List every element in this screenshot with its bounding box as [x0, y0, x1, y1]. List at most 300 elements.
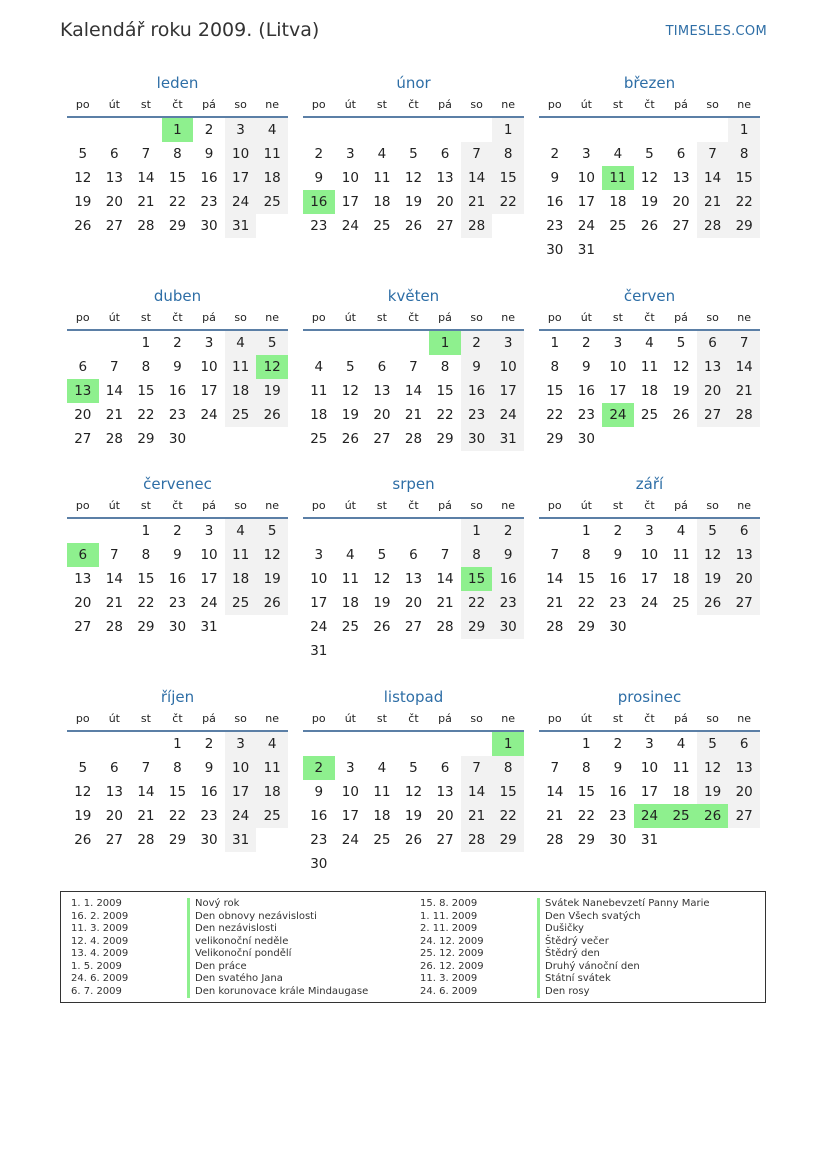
day-cell: 29 [546, 431, 564, 447]
weekday-label: út [108, 98, 120, 111]
day-cell: 31 [492, 427, 524, 451]
day-cell: 29 [436, 431, 454, 447]
legend-holiday-name: Státní svátek [537, 973, 710, 986]
day-cell: 28 [728, 403, 760, 427]
day-cell: 13 [728, 756, 760, 780]
day-cell: 29 [577, 832, 595, 848]
weekday-label: pá [438, 712, 452, 725]
day-cell: 1 [492, 732, 524, 756]
empty-cell [67, 331, 99, 355]
day-cell: 10 [341, 784, 359, 800]
day-cell: 7 [550, 547, 560, 563]
day-cell: 29 [728, 214, 760, 238]
day-cell: 30 [609, 832, 627, 848]
empty-cell [99, 732, 131, 756]
day-cell: 13 [436, 784, 454, 800]
day-cell: 18 [256, 166, 288, 190]
day-cell: 10 [577, 170, 595, 186]
day-cell: 25 [373, 832, 391, 848]
day-cell: 28 [461, 214, 493, 238]
day-cell: 26 [74, 218, 92, 234]
day-cell: 29 [492, 828, 524, 852]
empty-cell [571, 118, 603, 142]
day-cell: 25 [256, 804, 288, 828]
day-cell: 7 [440, 547, 450, 563]
holiday-legend [60, 891, 766, 1003]
weekday-header [303, 495, 524, 519]
weekday-label: po [547, 712, 562, 725]
weekday-label: čt [408, 311, 419, 324]
day-cell: 2 [461, 331, 493, 355]
day-cell: 12 [74, 784, 92, 800]
day-cell: 23 [310, 832, 328, 848]
day-grid [303, 519, 524, 663]
day-cell: 10 [640, 760, 659, 776]
day-cell: 19 [74, 808, 92, 824]
legend-date: 1. 11. 2009 [420, 910, 478, 922]
day-cell: 31 [225, 828, 257, 852]
day-cell: 30 [577, 431, 595, 447]
day-cell: 15 [168, 784, 187, 800]
day-cell: 22 [461, 591, 493, 615]
day-cell: 6 [728, 519, 760, 543]
empty-cell [429, 118, 461, 142]
legend-holiday-name: Svátek Nanebevzetí Panny Marie [537, 898, 710, 911]
day-cell: 7 [461, 756, 493, 780]
day-cell: 4 [676, 736, 686, 752]
month-name: únor [396, 74, 431, 92]
weekday-label: út [344, 712, 356, 725]
month-4 [67, 285, 288, 451]
month-name: listopad [383, 688, 444, 706]
empty-cell [665, 118, 697, 142]
legend-date: 24. 12. 2009 [420, 935, 484, 947]
day-cell: 15 [577, 784, 595, 800]
weekday-label: út [108, 499, 120, 512]
month-name: duben [153, 287, 202, 305]
day-cell: 16 [200, 784, 218, 800]
day-cell: 10 [341, 170, 359, 186]
weekday-header [67, 708, 288, 732]
month-name: březen [623, 74, 676, 92]
weekday-label: po [75, 311, 90, 324]
day-cell: 18 [310, 407, 328, 423]
day-cell: 11 [373, 170, 391, 186]
weekday-label: so [234, 98, 247, 111]
day-cell: 3 [314, 547, 324, 563]
day-cell: 21 [404, 407, 423, 423]
day-cell: 31 [310, 643, 328, 659]
day-cell: 16 [200, 170, 218, 186]
day-cell: 8 [440, 359, 450, 375]
day-cell: 15 [137, 571, 155, 587]
day-cell: 22 [546, 407, 564, 423]
day-cell: 25 [665, 804, 697, 828]
day-cell: 8 [173, 146, 182, 162]
weekday-label: pá [438, 499, 452, 512]
day-cell: 5 [697, 519, 729, 543]
day-cell: 26 [640, 218, 659, 234]
day-cell: 11 [602, 166, 634, 190]
day-cell: 18 [672, 571, 690, 587]
weekday-label: st [612, 499, 623, 512]
legend-holiday-name: Dušičky [537, 923, 710, 936]
weekday-label: st [376, 712, 387, 725]
day-cell: 5 [645, 146, 654, 162]
day-cell: 3 [204, 335, 214, 351]
day-cell: 30 [168, 619, 187, 635]
day-cell: 27 [672, 218, 690, 234]
legend-names-left [187, 898, 368, 998]
weekday-label: so [234, 311, 247, 324]
day-cell: 20 [74, 595, 92, 611]
day-cell: 11 [225, 355, 257, 379]
day-cell: 14 [461, 780, 493, 804]
day-cell: 9 [173, 359, 182, 375]
day-cell: 18 [225, 379, 257, 403]
day-cell: 31 [225, 214, 257, 238]
legend-date: 24. 6. 2009 [420, 985, 478, 997]
day-cell: 6 [728, 732, 760, 756]
day-cell: 11 [341, 571, 359, 587]
day-cell: 24 [225, 804, 257, 828]
day-cell: 5 [78, 146, 88, 162]
weekday-label: čt [644, 98, 655, 111]
day-cell: 3 [346, 146, 355, 162]
day-cell: 25 [640, 407, 659, 423]
day-cell: 17 [341, 194, 359, 210]
day-cell: 9 [314, 170, 324, 186]
day-cell: 28 [105, 431, 123, 447]
weekday-label: st [140, 98, 151, 111]
empty-cell [366, 732, 398, 756]
weekday-header [303, 708, 524, 732]
weekday-label: po [547, 311, 562, 324]
brand-link[interactable]: TIMESLES.COM [665, 24, 767, 39]
day-cell: 9 [492, 543, 524, 567]
empty-cell [539, 118, 571, 142]
day-cell: 30 [200, 832, 218, 848]
legend-dates-left [71, 898, 128, 998]
day-cell: 15 [492, 780, 524, 804]
day-cell: 25 [225, 591, 257, 615]
day-cell: 27 [105, 218, 123, 234]
day-cell: 8 [582, 760, 591, 776]
day-cell: 11 [256, 756, 288, 780]
legend-date: 1. 5. 2009 [71, 960, 122, 972]
legend-date: 15. 8. 2009 [420, 898, 478, 909]
weekday-header [539, 708, 760, 732]
empty-cell [398, 732, 430, 756]
day-cell: 14 [436, 571, 454, 587]
empty-cell [67, 519, 99, 543]
month-9 [539, 473, 760, 639]
day-cell: 5 [697, 732, 729, 756]
weekday-label: út [108, 712, 120, 725]
day-cell: 23 [577, 407, 595, 423]
month-1 [67, 72, 288, 238]
empty-cell [634, 118, 666, 142]
legend-holiday-name: Den Všech svatých [537, 911, 710, 924]
weekday-label: ne [265, 98, 280, 111]
day-cell: 16 [168, 383, 187, 399]
day-cell: 3 [225, 732, 257, 756]
day-cell: 18 [341, 595, 359, 611]
day-cell: 8 [141, 359, 151, 375]
day-cell: 28 [461, 828, 493, 852]
weekday-label: pá [674, 98, 688, 111]
day-cell: 1 [162, 118, 194, 142]
day-cell: 6 [67, 543, 99, 567]
day-cell: 17 [577, 194, 595, 210]
day-cell: 13 [404, 571, 423, 587]
day-cell: 30 [461, 427, 493, 451]
day-cell: 20 [436, 194, 454, 210]
legend-holiday-name: Den obnovy nezávislosti [187, 911, 368, 924]
day-cell: 18 [225, 567, 257, 591]
day-grid [67, 118, 288, 238]
empty-cell [335, 732, 367, 756]
day-cell: 6 [697, 331, 729, 355]
empty-cell [398, 519, 430, 543]
weekday-label: čt [172, 712, 183, 725]
weekday-label: so [234, 499, 247, 512]
day-cell: 10 [640, 547, 659, 563]
month-6 [539, 285, 760, 451]
day-cell: 8 [141, 547, 151, 563]
day-cell: 9 [204, 760, 214, 776]
day-cell: 24 [341, 832, 359, 848]
day-cell: 23 [310, 218, 328, 234]
day-cell: 20 [672, 194, 690, 210]
legend-date: 13. 4. 2009 [71, 948, 129, 959]
legend-dates-right [420, 898, 484, 998]
day-cell: 1 [173, 736, 182, 752]
day-cell: 5 [256, 331, 288, 355]
weekday-label: pá [438, 98, 452, 111]
day-cell: 16 [609, 784, 627, 800]
day-cell: 19 [672, 383, 690, 399]
day-cell: 27 [74, 431, 92, 447]
empty-cell [398, 331, 430, 355]
day-cell: 28 [546, 619, 564, 635]
empty-cell [99, 331, 131, 355]
day-cell: 21 [546, 808, 564, 824]
legend-date: 26. 12. 2009 [420, 960, 484, 972]
day-cell: 25 [672, 595, 690, 611]
day-cell: 12 [373, 571, 391, 587]
day-cell: 2 [613, 736, 623, 752]
day-cell: 18 [640, 383, 659, 399]
day-cell: 11 [672, 760, 690, 776]
weekday-label: čt [172, 499, 183, 512]
day-cell: 9 [204, 146, 214, 162]
day-cell: 27 [728, 591, 760, 615]
day-cell: 13 [373, 383, 391, 399]
day-cell: 11 [256, 142, 288, 166]
month-10 [67, 686, 288, 852]
weekday-label: pá [674, 311, 688, 324]
weekday-label: st [140, 499, 151, 512]
day-cell: 4 [256, 732, 288, 756]
legend-holiday-name: Nový rok [187, 898, 368, 911]
empty-cell [429, 732, 461, 756]
weekday-label: ne [265, 712, 280, 725]
day-cell: 4 [225, 331, 257, 355]
weekday-label: ne [501, 311, 516, 324]
day-cell: 7 [728, 331, 760, 355]
month-name: srpen [392, 475, 435, 493]
month-name: leden [156, 74, 199, 92]
day-cell: 26 [256, 591, 288, 615]
day-cell: 9 [173, 547, 182, 563]
day-cell: 17 [640, 784, 659, 800]
day-cell: 5 [409, 146, 418, 162]
day-cell: 30 [200, 218, 218, 234]
day-cell: 1 [141, 335, 151, 351]
day-cell: 6 [377, 359, 387, 375]
day-cell: 11 [225, 543, 257, 567]
day-cell: 3 [645, 523, 654, 539]
weekday-label: st [612, 311, 623, 324]
weekday-label: ne [737, 311, 752, 324]
day-cell: 14 [546, 571, 564, 587]
day-cell: 20 [436, 808, 454, 824]
day-cell: 9 [613, 547, 623, 563]
day-cell: 8 [550, 359, 560, 375]
day-cell: 15 [546, 383, 564, 399]
month-name: září [635, 475, 664, 493]
legend-date: 2. 11. 2009 [420, 923, 478, 934]
day-cell: 13 [728, 543, 760, 567]
legend-holiday-name: Den svatého Jana [187, 973, 368, 986]
day-cell: 17 [225, 166, 257, 190]
day-cell: 7 [141, 146, 151, 162]
day-cell: 19 [404, 808, 423, 824]
day-cell: 22 [728, 190, 760, 214]
day-cell: 19 [74, 194, 92, 210]
day-cell: 1 [429, 331, 461, 355]
day-cell: 29 [461, 615, 493, 639]
legend-holiday-name: Štědrý den [537, 948, 710, 961]
weekday-label: ne [737, 98, 752, 111]
day-cell: 19 [697, 780, 729, 804]
day-cell: 13 [672, 170, 690, 186]
day-cell: 2 [303, 756, 335, 780]
day-cell: 9 [461, 355, 493, 379]
day-cell: 2 [613, 523, 623, 539]
day-cell: 17 [640, 571, 659, 587]
day-cell: 24 [341, 218, 359, 234]
day-cell: 8 [461, 543, 493, 567]
day-cell: 12 [256, 355, 288, 379]
weekday-label: ne [737, 499, 752, 512]
day-cell: 6 [676, 146, 686, 162]
legend-names-right [537, 898, 710, 998]
day-cell: 19 [640, 194, 659, 210]
page-title: Kalendář roku 2009. (Litva) [60, 19, 320, 41]
day-cell: 30 [492, 615, 524, 639]
day-cell: 20 [404, 595, 423, 611]
weekday-label: čt [408, 712, 419, 725]
day-cell: 21 [436, 595, 454, 611]
weekday-label: út [580, 712, 592, 725]
day-cell: 13 [436, 170, 454, 186]
weekday-label: so [234, 712, 247, 725]
day-cell: 19 [697, 567, 729, 591]
day-cell: 23 [609, 595, 627, 611]
day-cell: 16 [492, 567, 524, 591]
day-cell: 11 [672, 547, 690, 563]
day-cell: 17 [341, 808, 359, 824]
day-cell: 4 [377, 760, 387, 776]
day-cell: 4 [225, 519, 257, 543]
day-cell: 7 [697, 142, 729, 166]
legend-date: 1. 1. 2009 [71, 898, 122, 909]
day-cell: 2 [550, 146, 560, 162]
day-cell: 16 [461, 379, 493, 403]
day-cell: 21 [728, 379, 760, 403]
day-cell: 12 [697, 543, 729, 567]
weekday-label: pá [438, 311, 452, 324]
empty-cell [398, 118, 430, 142]
empty-cell [99, 519, 131, 543]
day-cell: 17 [310, 595, 328, 611]
empty-cell [366, 331, 398, 355]
empty-cell [303, 331, 335, 355]
day-cell: 24 [492, 403, 524, 427]
weekday-label: po [547, 98, 562, 111]
weekday-label: čt [408, 499, 419, 512]
day-cell: 27 [436, 218, 454, 234]
day-cell: 8 [492, 142, 524, 166]
weekday-label: so [706, 311, 719, 324]
empty-cell [130, 118, 162, 142]
month-name: prosinec [617, 688, 682, 706]
day-cell: 24 [640, 595, 659, 611]
empty-cell [67, 732, 99, 756]
day-cell: 27 [105, 832, 123, 848]
day-cell: 14 [728, 355, 760, 379]
day-cell: 7 [110, 359, 119, 375]
legend-holiday-name: Den nezávislosti [187, 923, 368, 936]
day-cell: 8 [728, 142, 760, 166]
day-cell: 4 [613, 146, 623, 162]
day-cell: 4 [346, 547, 355, 563]
day-cell: 1 [550, 335, 560, 351]
weekday-label: ne [737, 712, 752, 725]
day-cell: 7 [409, 359, 418, 375]
empty-cell [303, 519, 335, 543]
day-cell: 14 [461, 166, 493, 190]
day-cell: 13 [697, 355, 729, 379]
empty-cell [366, 118, 398, 142]
day-grid [67, 519, 288, 639]
weekday-header [303, 307, 524, 331]
day-cell: 19 [256, 567, 288, 591]
day-cell: 30 [546, 242, 564, 258]
day-cell: 30 [609, 619, 627, 635]
day-cell: 3 [225, 118, 257, 142]
empty-cell [539, 732, 571, 756]
day-cell: 12 [341, 383, 359, 399]
weekday-label: st [376, 311, 387, 324]
day-cell: 19 [404, 194, 423, 210]
weekday-header [539, 94, 760, 118]
day-cell: 15 [461, 567, 493, 591]
day-cell: 2 [173, 335, 182, 351]
weekday-label: ne [501, 712, 516, 725]
